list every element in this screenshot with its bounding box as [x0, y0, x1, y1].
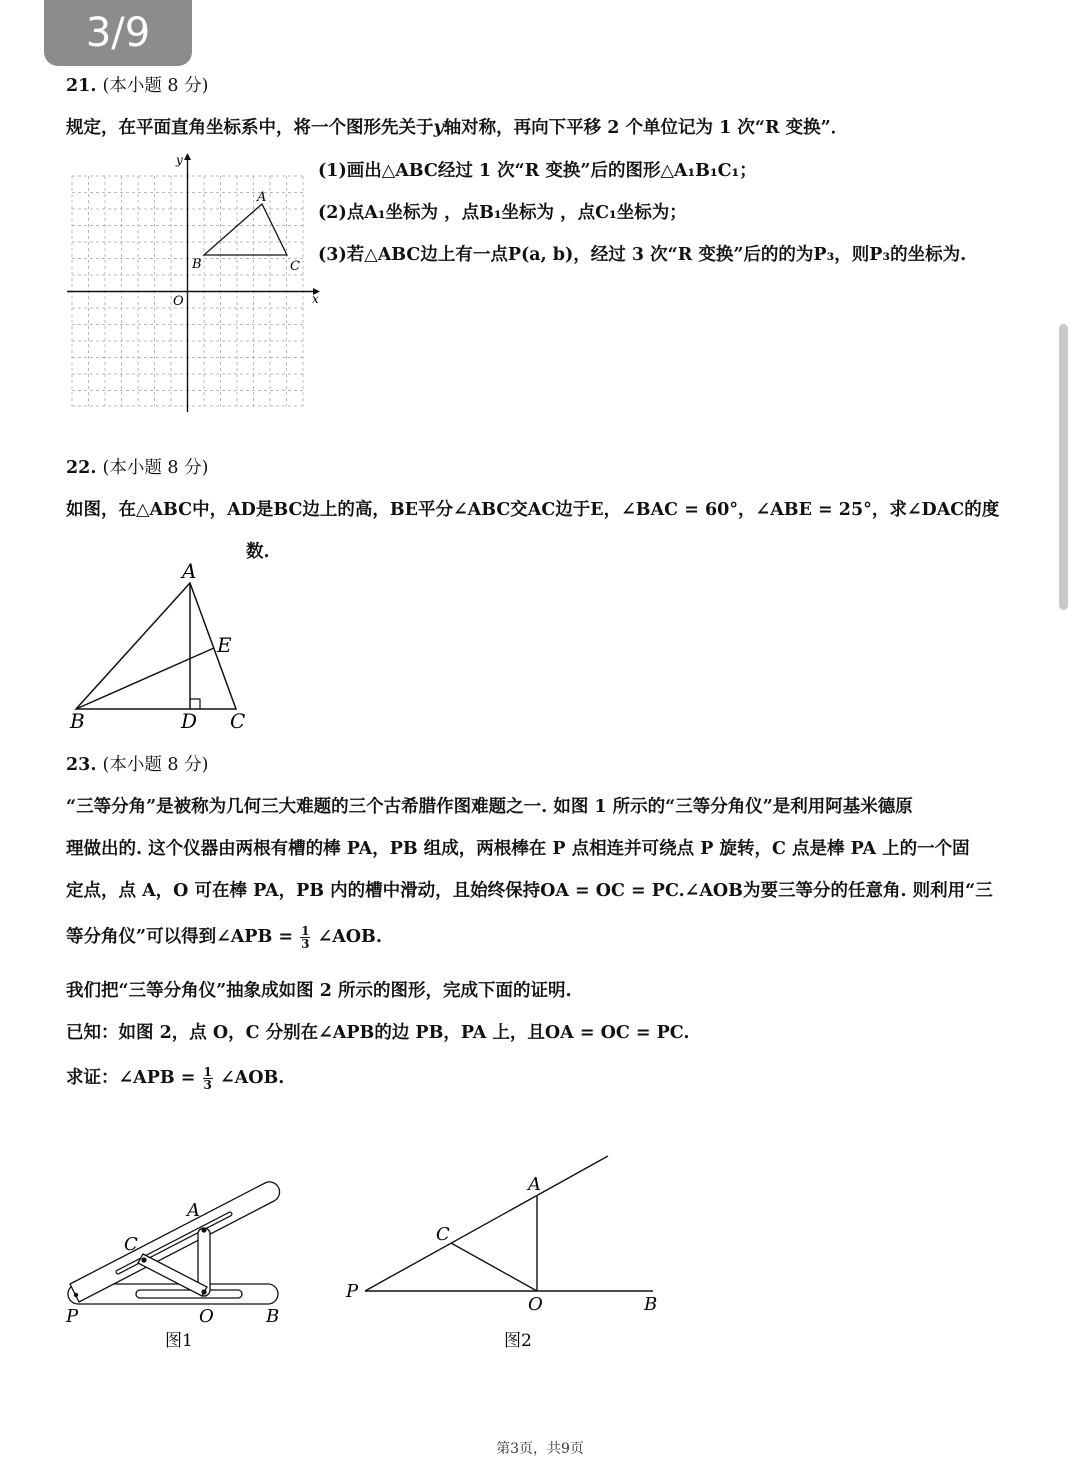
q21-intro-text: 规定，在平面直角坐标系中，将一个图形先关于 [66, 118, 434, 138]
q22-text-line1: 如图，在△ABC中，AD是BC边上的高，BE平分∠ABC交AC边于E，∠BAC = 60°，∠ABE = 25°，求∠DAC的度 [66, 500, 1000, 520]
fraction-one-third [203, 1066, 213, 1091]
q21-part3: (3)若△ABC边上有一点P(a, b)，经过 3 次“R 变换”后的的为P₃，则P₃的坐标为. [318, 245, 967, 265]
q21-intro-var: y [433, 118, 444, 138]
q22-heading [66, 458, 208, 479]
scrollbar[interactable] [1059, 324, 1068, 610]
fraction-denominator: 3 [301, 937, 310, 951]
fig2-b-label: B [644, 1294, 658, 1315]
fig1-b-label: B [266, 1306, 280, 1327]
point-b-label: B [192, 257, 202, 272]
q22-triangle-figure [60, 555, 260, 735]
pivot-p [74, 1293, 78, 1297]
fig1-p-label: P [66, 1306, 79, 1327]
q21-intro [66, 118, 848, 139]
q21-number: 21. [66, 76, 97, 96]
bisector-be [76, 648, 214, 709]
q23-prove [66, 1066, 284, 1091]
right-angle-mark [190, 699, 200, 709]
fig2-a-label: A [528, 1174, 541, 1195]
q23-figure1-trisector [60, 1170, 300, 1355]
fraction-numerator: 1 [203, 1065, 212, 1079]
fig1-o-label: O [199, 1306, 214, 1327]
q23-heading [66, 755, 208, 776]
fig1-caption: 图1 [165, 1331, 193, 1351]
page-indicator: 3/9 [44, 0, 192, 66]
pivot-a [201, 1227, 206, 1232]
triangle-abc [76, 583, 236, 709]
q23-points: (本小题 8 分) [102, 755, 209, 775]
q23-figure2-geometry [340, 1150, 670, 1355]
fig2-c-label: C [436, 1224, 450, 1245]
q21-points: (本小题 8 分) [102, 76, 209, 96]
q23-para1-line3: 定点，点 A，O 可在棒 PA，PB 内的槽中滑动，且始终保持OA = OC = PC.∠AOB为要三等分的任意角. 则利用“三 [66, 881, 993, 901]
x-axis-label: x [312, 292, 319, 306]
fraction-numerator: 1 [301, 924, 310, 938]
vertex-a-label: A [182, 559, 197, 583]
q23-prove-post: ∠AOB. [220, 1068, 285, 1088]
q23-para2: 我们把“三等分角仪”抽象成如图 2 所示的图形，完成下面的证明. [66, 981, 572, 1001]
y-axis-label: y [176, 153, 183, 167]
origin-label: O [173, 294, 184, 309]
q23-given: 已知：如图 2，点 O，C 分别在∠APB的边 PB，PA 上，且OA = OC = PC. [66, 1023, 690, 1043]
fig1-a-label: A [187, 1200, 200, 1221]
q22-text-line2: 数. [246, 542, 270, 562]
vertex-c-label: C [230, 709, 246, 733]
vertex-b-label: B [70, 709, 85, 733]
page-footer: 第3页，共9页 [496, 1441, 584, 1457]
fig2-caption: 图2 [504, 1331, 532, 1351]
point-e-label: E [217, 633, 232, 657]
q21-part1: (1)画出△ABC经过 1 次“R 变换”后的图形△A₁B₁C₁； [318, 161, 757, 181]
q23-para1-line1: “三等分角”是被称为几何三大难题的三个古希腊作图难题之一. 如图 1 所示的“三等分角仪”是利用阿基米德原 [66, 797, 913, 817]
q23-number: 23. [66, 755, 97, 775]
q23-prove-pre: 求证：∠APB = [66, 1068, 196, 1088]
ray-pa [365, 1156, 608, 1291]
q21-coordinate-grid-figure [64, 148, 326, 418]
point-a-label: A [257, 190, 267, 205]
segment-oc [451, 1243, 537, 1291]
fraction-one-third [300, 925, 310, 950]
slot-pb [136, 1290, 242, 1298]
fig1-c-label: C [124, 1234, 138, 1255]
fraction-denominator: 3 [203, 1078, 212, 1092]
q23-para1-line2: 理做出的. 这个仪器由两根有槽的棒 PA，PB 组成，两根棒在 P 点相连并可绕点 P 旋转，C 点是棒 PA 上的一个固 [66, 839, 970, 859]
q23-para1-line4 [66, 925, 382, 950]
fig2-p-label: P [346, 1281, 359, 1302]
q23-line4-post: ∠AOB. [317, 927, 382, 947]
q21-part2: (2)点A₁坐标为 ，点B₁坐标为 ，点C₁坐标为； [318, 203, 687, 223]
q23-line4-pre: 等分角仪”可以得到∠APB = [66, 927, 294, 947]
q22-points: (本小题 8 分) [102, 458, 209, 478]
q21-heading [66, 76, 208, 97]
q21-intro-end: 轴对称，再向下平移 2 个单位记为 1 次“R 变换”． [443, 118, 849, 138]
point-d-label: D [181, 709, 198, 733]
pivot-o [201, 1289, 206, 1294]
y-axis-arrow-icon [184, 153, 191, 160]
triangle-abc [204, 204, 287, 255]
q22-number: 22. [66, 458, 97, 478]
fig2-o-label: O [528, 1294, 543, 1315]
pivot-c [141, 1257, 146, 1262]
point-c-label: C [290, 259, 300, 274]
